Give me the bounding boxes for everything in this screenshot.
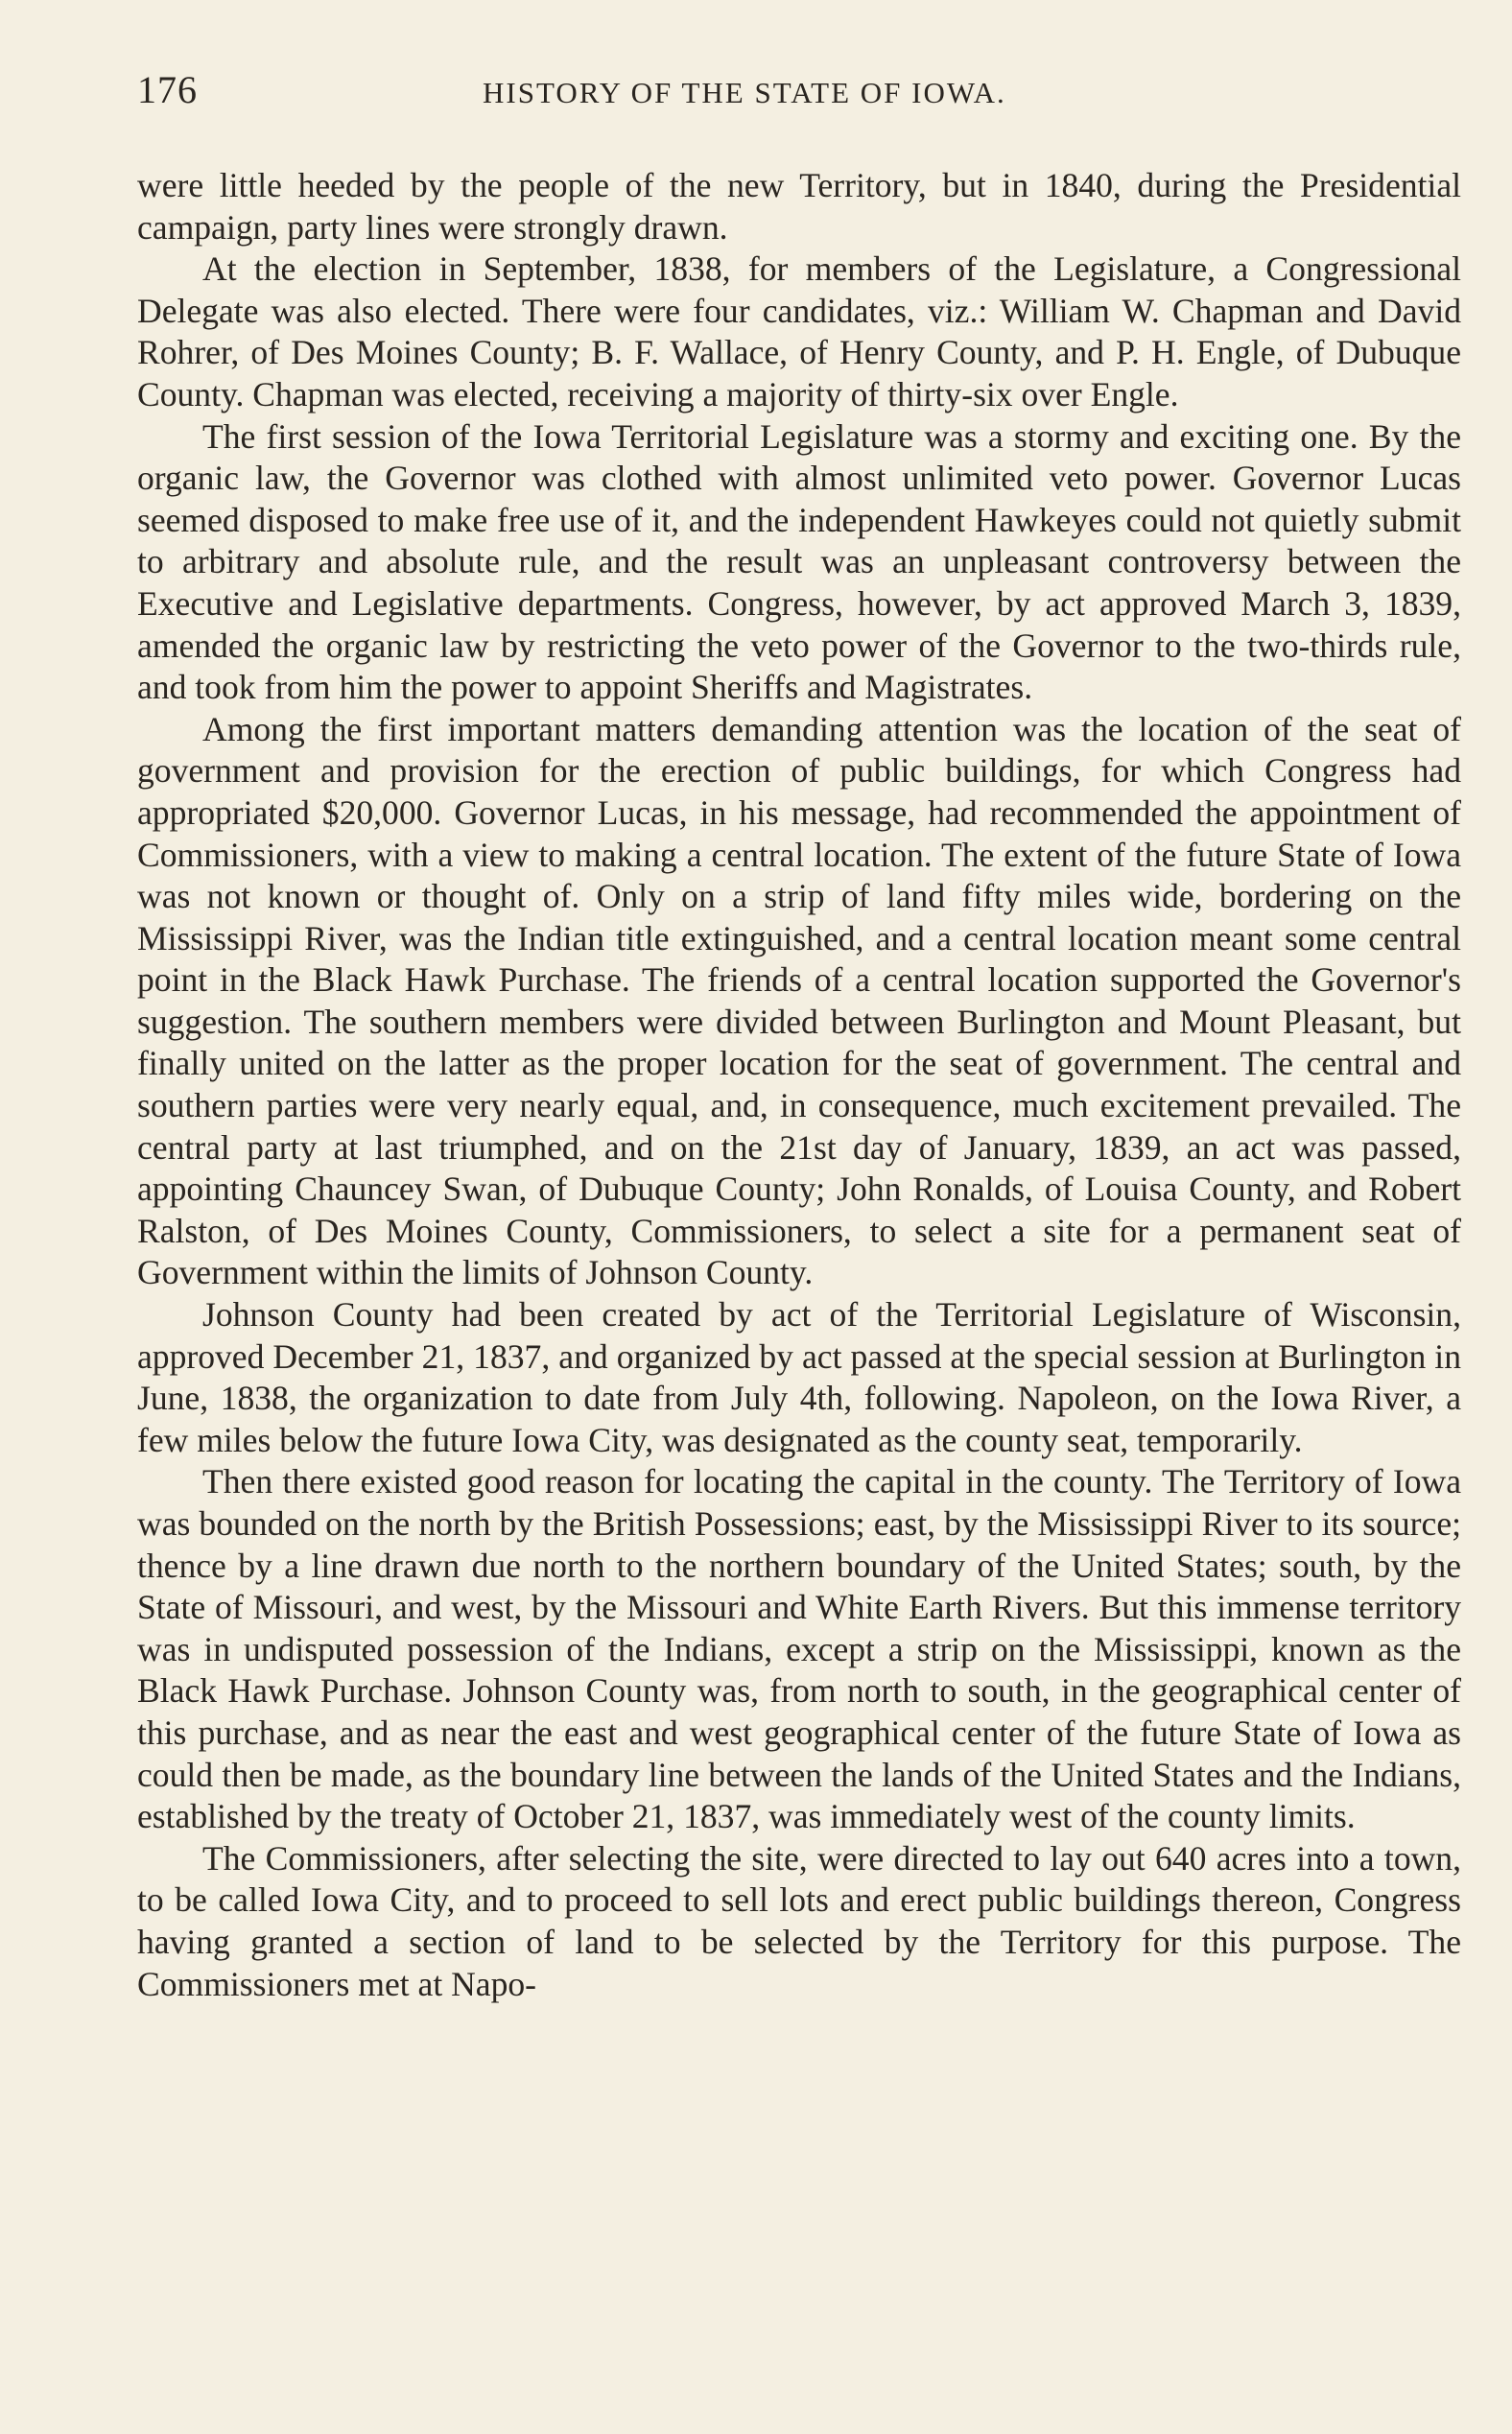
running-title: HISTORY OF THE STATE OF IOWA.: [483, 76, 1006, 109]
paragraph: Then there existed good reason for locating the capital in the county. The Territory of Iowa was bounded on the north by the British Possessions; east, by the Mississippi River to its source; thence by a line drawn due north to the northern boundary of the United States; south, by the State of Missouri, and west, by the Missouri and White Earth Rivers. But this immense territory was in undisputed possession of the Indians, except a strip on the Mississippi, known as the Black Hawk Purchase. Johnson County was, from north to south, in the geographical center of this purchase, and as near the east and west geographical center of the future State of Iowa as could then be made, as the boundary line between the lands of the United States and the Indians, established by the treaty of October 21, 1837, was immediately west of the county limits.: [137, 1462, 1461, 1836]
page-number: 176: [137, 68, 198, 111]
paragraph: were little heeded by the people of the new Territory, but in 1840, during the Presidential campaign, party lines were strongly drawn.: [137, 166, 1461, 247]
paragraph: The Commissioners, after selecting the site, were directed to lay out 640 acres into a town, to be called Iowa City, and to proceed to sell lots and erect public buildings thereon, Congress having granted a section of land to be selected by the Territory for this purpose. The Commissioners met at Napo-: [137, 1838, 1461, 2003]
paragraph: The first session of the Iowa Territorial Legislature was a stormy and exciting one. By the organic law, the Governor was clothed with almost unlimited veto power. Governor Lucas seemed disposed to make free use of it, and the independent Hawkeyes could not quietly submit to arbitrary and absolute rule, and the result was an unpleasant controversy between the Executive and Legislative departments. Congress, however, by act approved March 3, 1839, amended the organic law by restricting the veto power of the Governor to the two-thirds rule, and took from him the power to appoint Sheriffs and Magistrates.: [137, 416, 1461, 707]
body-text: [137, 165, 1461, 2005]
page-header: [137, 67, 1461, 127]
paragraph: Johnson County had been created by act of the Territorial Legislature of Wisconsin, approved December 21, 1837, and organized by act passed at the special session at Burlington in June, 1838, the organization to date from July 4th, following. Napoleon, on the Iowa River, a few miles below the future Iowa City, was designated as the county seat, temporarily.: [137, 1295, 1461, 1459]
paragraph: At the election in September, 1838, for members of the Legislature, a Congressional Delegate was also elected. There were four candidates, viz.: William W. Chapman and David Rohrer, of Des Moines County; B. F. Wallace, of Henry County, and P. H. Engle, of Dubuque County. Chapman was elected, receiving a majority of thirty-six over Engle.: [137, 249, 1461, 414]
paragraph: Among the first important matters demanding attention was the location of the seat of government and provision for the erection of public buildings, for which Congress had appropriated $20,000. Governor Lucas, in his message, had recommended the appointment of Commissioners, with a view to making a central location. The extent of the future State of Iowa was not known or thought of. Only on a strip of land fifty miles wide, bordering on the Mississippi River, was the Indian title extinguished, and a central location meant some central point in the Black Hawk Purchase. The friends of a central location supported the Governor's suggestion. The southern members were divided between Burlington and Mount Pleasant, but finally united on the latter as the proper location for the seat of government. The central and southern parties were very nearly equal, and, in consequence, much excitement prevailed. The central party at last triumphed, and on the 21st day of January, 1839, an act was passed, appointing Chauncey Swan, of Dubuque County; John Ronalds, of Louisa County, and Robert Ralston, of Des Moines County, Commissioners, to select a site for a permanent seat of Government within the limits of Johnson County.: [137, 709, 1461, 1292]
